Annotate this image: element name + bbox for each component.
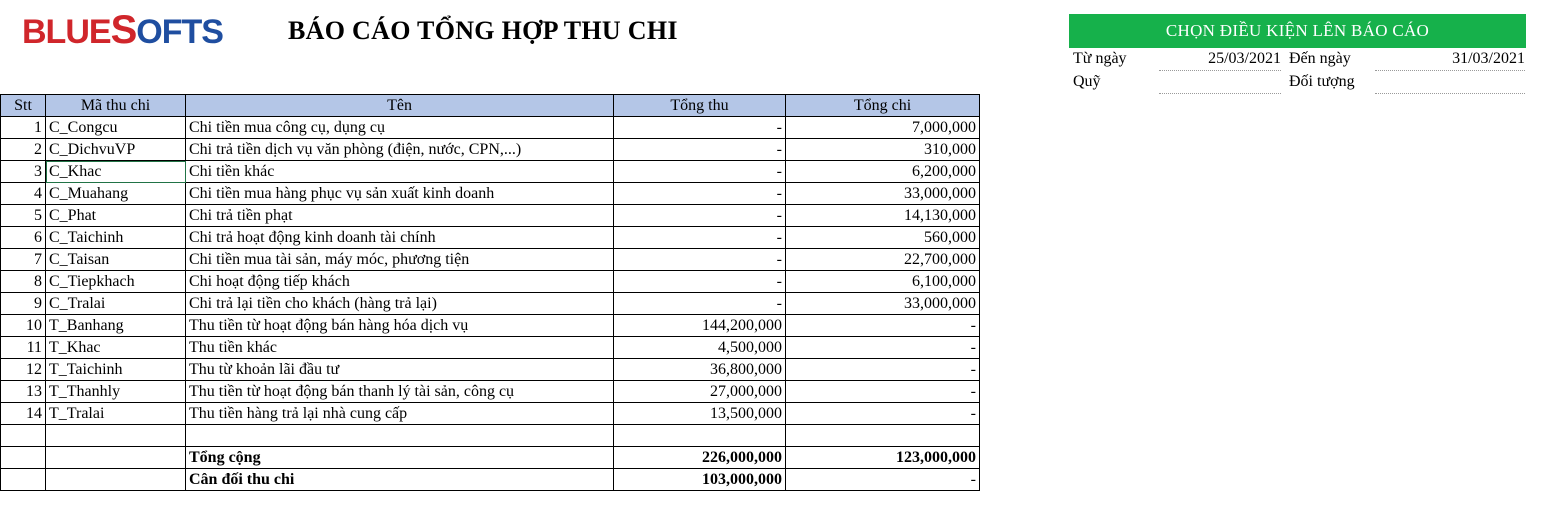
fund-input[interactable] <box>1159 73 1281 94</box>
row-name[interactable]: Chi hoạt động tiếp khách <box>186 271 614 293</box>
row-expense[interactable]: 7,000,000 <box>786 117 980 139</box>
row-code[interactable]: T_Taichinh <box>46 359 186 381</box>
table-row <box>1 315 980 337</box>
row-income[interactable]: 13,500,000 <box>614 403 786 425</box>
row-code[interactable]: T_Thanhly <box>46 381 186 403</box>
filter-panel <box>1069 14 1526 94</box>
balance-row <box>1 469 980 491</box>
row-name[interactable]: Chi trả hoạt động kinh doanh tài chính <box>186 227 614 249</box>
table-row <box>1 271 980 293</box>
row-stt[interactable]: 4 <box>1 183 46 205</box>
row-code[interactable]: T_Tralai <box>46 403 186 425</box>
row-code[interactable]: C_Taichinh <box>46 227 186 249</box>
row-stt[interactable]: 13 <box>1 381 46 403</box>
row-code[interactable]: C_Khac <box>46 161 186 183</box>
total-expense[interactable]: 123,000,000 <box>786 447 980 469</box>
row-stt[interactable]: 9 <box>1 293 46 315</box>
row-code[interactable]: C_Tralai <box>46 293 186 315</box>
row-income[interactable]: 4,500,000 <box>614 337 786 359</box>
report-title: BÁO CÁO TỔNG HỢP THU CHI <box>288 16 678 45</box>
summary-table <box>0 94 980 491</box>
table-row <box>1 183 980 205</box>
row-expense[interactable]: 560,000 <box>786 227 980 249</box>
row-code[interactable]: C_Phat <box>46 205 186 227</box>
row-income[interactable]: - <box>614 139 786 161</box>
row-code[interactable]: C_Muahang <box>46 183 186 205</box>
row-name[interactable]: Thu từ khoản lãi đầu tư <box>186 359 614 381</box>
col-header-code[interactable]: Mã thu chi <box>46 95 186 117</box>
row-income[interactable]: - <box>614 183 786 205</box>
to-date-label: Đến ngày <box>1289 50 1351 67</box>
row-expense[interactable]: - <box>786 359 980 381</box>
table-row <box>1 381 980 403</box>
from-date-label: Từ ngày <box>1073 50 1127 67</box>
row-expense[interactable]: 22,700,000 <box>786 249 980 271</box>
row-stt[interactable]: 10 <box>1 315 46 337</box>
object-input[interactable] <box>1375 73 1525 94</box>
row-stt[interactable]: 2 <box>1 139 46 161</box>
row-stt[interactable]: 8 <box>1 271 46 293</box>
row-expense[interactable]: - <box>786 381 980 403</box>
row-name[interactable]: Thu tiền khác <box>186 337 614 359</box>
row-code[interactable]: C_Congcu <box>46 117 186 139</box>
row-name[interactable]: Thu tiền từ hoạt động bán thanh lý tài sản, công cụ <box>186 381 614 403</box>
row-name[interactable]: Thu tiền hàng trả lại nhà cung cấp <box>186 403 614 425</box>
bluesofts-logo: BLUESOFTS <box>22 8 223 52</box>
row-name[interactable]: Chi tiền mua hàng phục vụ sản xuất kinh doanh <box>186 183 614 205</box>
row-income[interactable]: - <box>614 293 786 315</box>
col-header-expense[interactable]: Tổng chi <box>786 95 980 117</box>
row-name[interactable]: Chi trả tiền dịch vụ văn phòng (điện, nước, CPN,...) <box>186 139 614 161</box>
row-income[interactable]: - <box>614 249 786 271</box>
balance-value[interactable]: 103,000,000 <box>614 469 786 491</box>
row-stt[interactable]: 6 <box>1 227 46 249</box>
col-header-stt[interactable]: Stt <box>1 95 46 117</box>
row-expense[interactable]: - <box>786 403 980 425</box>
row-stt[interactable]: 12 <box>1 359 46 381</box>
row-code[interactable]: C_Taisan <box>46 249 186 271</box>
empty-row <box>1 425 980 447</box>
row-expense[interactable]: 14,130,000 <box>786 205 980 227</box>
row-stt[interactable]: 5 <box>1 205 46 227</box>
object-label: Đối tượng <box>1289 73 1355 90</box>
col-header-name[interactable]: Tên <box>186 95 614 117</box>
total-income[interactable]: 226,000,000 <box>614 447 786 469</box>
total-row <box>1 447 980 469</box>
balance-expense[interactable]: - <box>786 469 980 491</box>
table-row <box>1 249 980 271</box>
row-expense[interactable]: 6,200,000 <box>786 161 980 183</box>
row-name[interactable]: Chi tiền mua tài sản, máy móc, phương tiện <box>186 249 614 271</box>
row-name[interactable]: Thu tiền từ hoạt động bán hàng hóa dịch vụ <box>186 315 614 337</box>
filter-panel-header: CHỌN ĐIỀU KIỆN LÊN BÁO CÁO <box>1069 14 1526 48</box>
balance-label[interactable]: Cân đối thu chi <box>186 469 614 491</box>
row-expense[interactable]: 6,100,000 <box>786 271 980 293</box>
row-stt[interactable]: 14 <box>1 403 46 425</box>
to-date-input[interactable]: 31/03/2021 <box>1375 50 1525 71</box>
row-stt[interactable]: 1 <box>1 117 46 139</box>
row-income[interactable]: - <box>614 227 786 249</box>
row-expense[interactable]: 33,000,000 <box>786 293 980 315</box>
row-stt[interactable]: 3 <box>1 161 46 183</box>
table-row <box>1 227 980 249</box>
row-income[interactable]: - <box>614 271 786 293</box>
table-header-row <box>1 95 980 117</box>
row-expense[interactable]: - <box>786 315 980 337</box>
col-header-income[interactable]: Tổng thu <box>614 95 786 117</box>
row-expense[interactable]: 310,000 <box>786 139 980 161</box>
table-row <box>1 337 980 359</box>
row-stt[interactable]: 11 <box>1 337 46 359</box>
row-code[interactable]: C_DichvuVP <box>46 139 186 161</box>
row-income[interactable]: 144,200,000 <box>614 315 786 337</box>
row-code[interactable]: T_Banhang <box>46 315 186 337</box>
row-income[interactable]: 27,000,000 <box>614 381 786 403</box>
table-row <box>1 293 980 315</box>
row-income[interactable]: 36,800,000 <box>614 359 786 381</box>
fund-label: Quỹ <box>1073 73 1101 90</box>
row-code[interactable]: T_Khac <box>46 337 186 359</box>
row-income[interactable]: - <box>614 161 786 183</box>
table-row <box>1 403 980 425</box>
table-row <box>1 205 980 227</box>
row-name[interactable]: Chi trả lại tiền cho khách (hàng trả lại) <box>186 293 614 315</box>
table-row <box>1 359 980 381</box>
row-expense[interactable]: 33,000,000 <box>786 183 980 205</box>
from-date-input[interactable]: 25/03/2021 <box>1159 50 1281 71</box>
row-income[interactable]: - <box>614 117 786 139</box>
total-label[interactable]: Tổng cộng <box>186 447 614 469</box>
row-code[interactable]: C_Tiepkhach <box>46 271 186 293</box>
row-name[interactable]: Chi tiền mua công cụ, dụng cụ <box>186 117 614 139</box>
row-expense[interactable]: - <box>786 337 980 359</box>
row-income[interactable]: - <box>614 205 786 227</box>
row-stt[interactable]: 7 <box>1 249 46 271</box>
table-row <box>1 117 980 139</box>
row-name[interactable]: Chi trả tiền phạt <box>186 205 614 227</box>
table-row <box>1 139 980 161</box>
row-name[interactable]: Chi tiền khác <box>186 161 614 183</box>
table-row <box>1 161 980 183</box>
